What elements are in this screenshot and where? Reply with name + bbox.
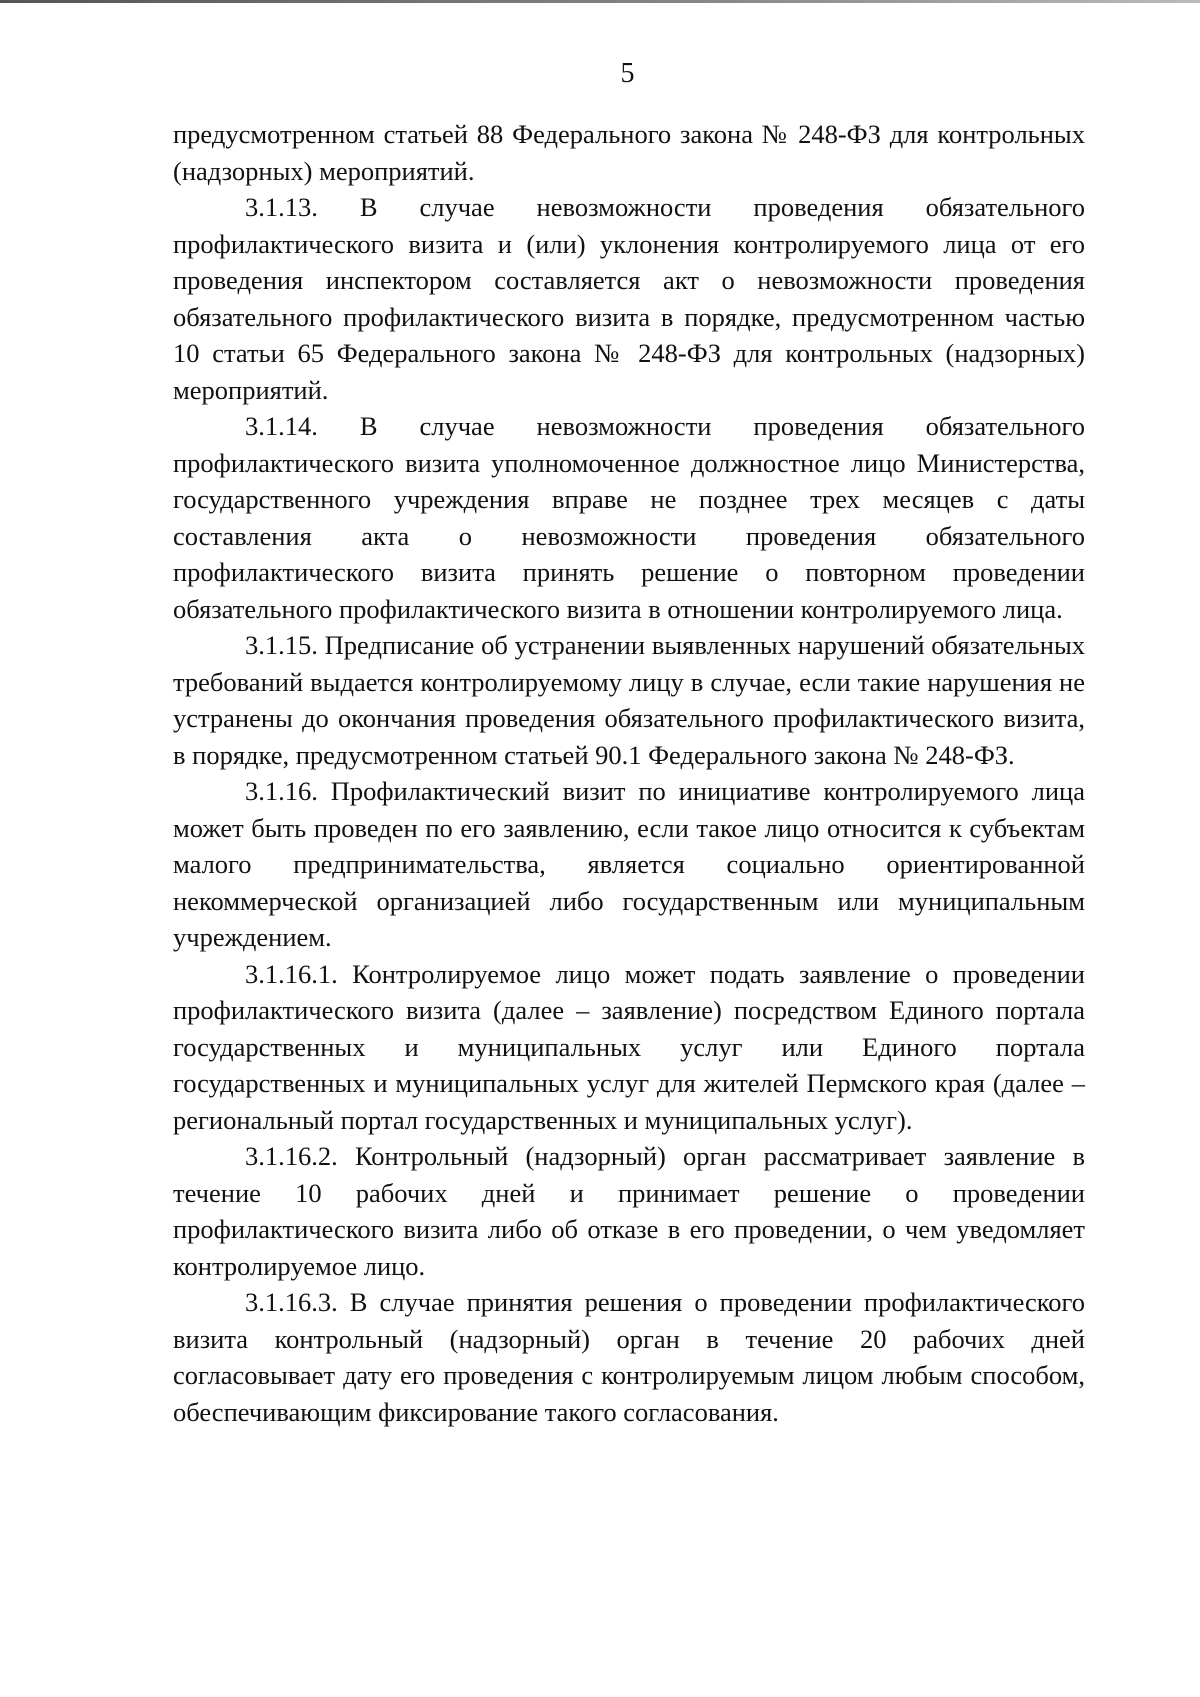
paragraph-3-1-16-2: 3.1.16.2. Контрольный (надзорный) орган рассматривает заявление в течение 10 рабочих дней и принимает решение о проведении профилактического визита либо об отказе в его проведении, о чем уведомляет контролируемое лицо. <box>173 1141 1085 1281</box>
paragraph-3-1-16-3: 3.1.16.3. В случае принятия решения о проведении профилактического визита контрольный (надзорный) орган в течение 20 рабочих дней согласовывает дату его проведения с контролируемым лицом любым способом, обеспечивающим фиксирование такого согласования. <box>173 1287 1085 1427</box>
paragraph-3-1-16-1: 3.1.16.1. Контролируемое лицо может подать заявление о проведении профилактического визита (далее – заявление) посредством Единого портала государственных и муниципальных услуг или Единого портала государственных и муниципальных услуг для жителей Пермского края (далее – региональный портал государственных и муниципальных услуг). <box>173 958 1085 1135</box>
scan-edge <box>0 0 1200 3</box>
paragraph-3-1-15: 3.1.15. Предписание об устранении выявленных нарушений обязательных требований выдается контролируемому лицу в случае, если такие нарушения не устранены до окончания проведения обязательного профилактического визита, в порядке, предусмотренном статьей 90.1 Федерального закона № 248-ФЗ. <box>173 630 1085 770</box>
paragraph-3-1-13: 3.1.13. В случае невозможности проведения обязательного профилактического визита и (или) уклонения контролируемого лица от его проведения инспектором составляется акт о невозможности проведения обязательного профилактического визита в порядке, предусмотренном частью 10 статьи 65 Федерального закона № 248-ФЗ для контрольных (надзорных) мероприятий. <box>173 192 1085 405</box>
paragraph-3-1-16: 3.1.16. Профилактический визит по инициативе контролируемого лица может быть проведен по его заявлению, если такое лицо относится к субъектам малого предпринимательства, является социально ориентированной некоммерческой организацией либо государственным или муниципальным учреждением. <box>173 776 1085 952</box>
document-body <box>173 116 1085 1430</box>
paragraph-continuation: предусмотренном статьей 88 Федерального закона № 248-ФЗ для контрольных (надзорных) мероприятий. <box>173 119 1085 186</box>
page-number: 5 <box>620 58 635 89</box>
paragraph-3-1-14: 3.1.14. В случае невозможности проведения обязательного профилактического визита уполномоченное должностное лицо Министерства, государственного учреждения вправе не позднее трех месяцев с даты составления акта о невозможности проведения обязательного профилактического визита принять решение о повторном проведении обязательного профилактического визита в отношении контролируемого лица. <box>173 411 1085 624</box>
